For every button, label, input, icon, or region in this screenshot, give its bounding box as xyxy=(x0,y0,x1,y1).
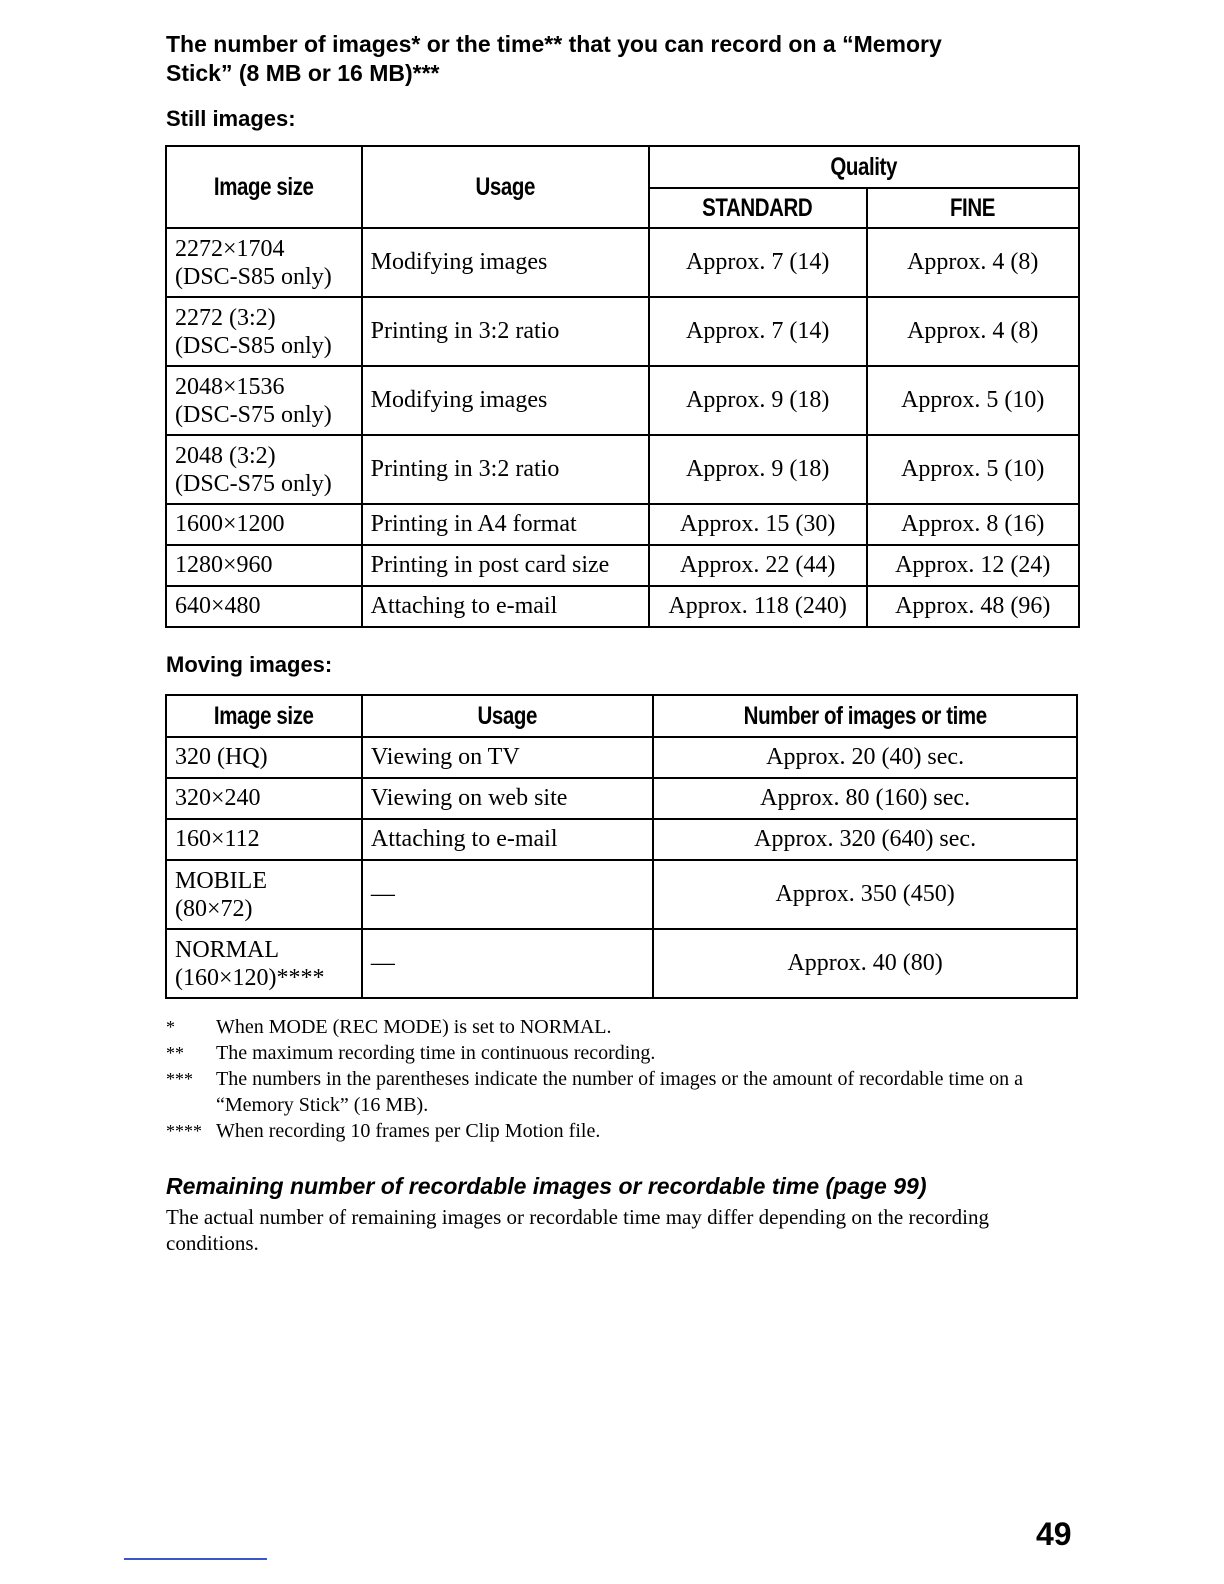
footnote: * When MODE (REC MODE) is set to NORMAL. xyxy=(166,1016,612,1038)
header-image-size: Image size xyxy=(166,695,362,737)
moving-images-title: Moving images: xyxy=(166,652,333,677)
table-row xyxy=(166,860,1077,929)
footnote: *** The numbers in the parentheses indicate the number of images or the amount of recordable time on a “Memory Stick” (16 MB). xyxy=(166,1068,1023,1116)
value-cell: Approx. 40 (80) xyxy=(653,929,1077,998)
table-row xyxy=(166,297,1079,366)
header-usage: Usage xyxy=(362,695,653,737)
header-fine: FINE xyxy=(867,188,1079,228)
fine-cell: Approx. 48 (96) xyxy=(867,586,1079,627)
still-images-title: Still images: xyxy=(166,106,296,131)
standard-cell: Approx. 22 (44) xyxy=(649,545,867,586)
footnote: ** The maximum recording time in continuous recording. xyxy=(166,1042,656,1064)
usage-cell: Modifying images xyxy=(362,228,649,297)
value-cell: Approx. 20 (40) sec. xyxy=(653,737,1077,778)
fine-cell: Approx. 5 (10) xyxy=(867,366,1079,435)
table-row xyxy=(166,778,1077,819)
moving-images-table xyxy=(165,694,1078,999)
standard-cell: Approx. 9 (18) xyxy=(649,435,867,504)
header-usage: Usage xyxy=(362,146,649,228)
standard-cell: Approx. 9 (18) xyxy=(649,366,867,435)
usage-cell: Viewing on web site xyxy=(362,778,653,819)
size-note: (160×120)**** xyxy=(175,964,325,991)
image-size-cell: 2272 (3:2) xyxy=(175,304,276,331)
table-row xyxy=(166,545,1079,586)
model-note: (DSC-S75 only) xyxy=(175,401,332,428)
usage-cell: Attaching to e-mail xyxy=(362,819,653,860)
image-size-cell: NORMAL xyxy=(175,936,280,963)
value-cell: Approx. 80 (160) sec. xyxy=(653,778,1077,819)
table-row xyxy=(166,366,1079,435)
fine-cell: Approx. 12 (24) xyxy=(867,545,1079,586)
model-note: (DSC-S85 only) xyxy=(175,263,332,290)
header-number-of-images: Number of images or time xyxy=(653,695,1077,737)
value-cell: Approx. 320 (640) sec. xyxy=(653,819,1077,860)
header-standard: STANDARD xyxy=(649,188,867,228)
model-note: (DSC-S85 only) xyxy=(175,332,332,359)
page-number: 49 xyxy=(1036,1516,1072,1552)
fine-cell: Approx. 4 (8) xyxy=(867,297,1079,366)
header-image-size: Image size xyxy=(166,146,362,228)
fine-cell: Approx. 5 (10) xyxy=(867,435,1079,504)
table-row xyxy=(166,586,1079,627)
image-size-cell: 1600×1200 xyxy=(166,504,362,545)
usage-cell: Printing in A4 format xyxy=(362,504,649,545)
table-row xyxy=(166,228,1079,297)
model-note: (DSC-S75 only) xyxy=(175,470,332,497)
page-heading xyxy=(166,30,1066,88)
table-row xyxy=(166,929,1077,998)
footnote: **** When recording 10 frames per Clip Motion file. xyxy=(166,1120,601,1142)
usage-cell: Printing in 3:2 ratio xyxy=(362,297,649,366)
heading-line-1: The number of images* or the time** that you can record on a “Memory xyxy=(166,31,942,57)
usage-cell: Attaching to e-mail xyxy=(362,586,649,627)
standard-cell: Approx. 118 (240) xyxy=(649,586,867,627)
usage-cell: Viewing on TV xyxy=(362,737,653,778)
image-size-cell: 2048 (3:2) xyxy=(175,442,276,469)
fine-cell: Approx. 8 (16) xyxy=(867,504,1079,545)
bottom-rule xyxy=(124,1558,267,1560)
standard-cell: Approx. 7 (14) xyxy=(649,297,867,366)
standard-cell: Approx. 7 (14) xyxy=(649,228,867,297)
image-size-cell: 1280×960 xyxy=(166,545,362,586)
remaining-section-title: Remaining number of recordable images or recordable time (page 99) xyxy=(166,1173,927,1199)
usage-cell: — xyxy=(362,929,653,998)
image-size-cell: MOBILE xyxy=(175,867,267,894)
table-row xyxy=(166,737,1077,778)
usage-cell: — xyxy=(362,860,653,929)
image-size-cell: 320 (HQ) xyxy=(166,737,362,778)
image-size-cell: 2272×1704 xyxy=(175,235,285,262)
table-row xyxy=(166,504,1079,545)
still-images-table xyxy=(165,145,1080,628)
remaining-section-body: The actual number of remaining images or recordable time may differ depending on the recording conditions. xyxy=(166,1205,989,1255)
usage-cell: Modifying images xyxy=(362,366,649,435)
image-size-cell: 320×240 xyxy=(166,778,362,819)
value-cell: Approx. 350 (450) xyxy=(653,860,1077,929)
usage-cell: Printing in post card size xyxy=(362,545,649,586)
standard-cell: Approx. 15 (30) xyxy=(649,504,867,545)
size-note: (80×72) xyxy=(175,895,253,922)
fine-cell: Approx. 4 (8) xyxy=(867,228,1079,297)
image-size-cell: 640×480 xyxy=(166,586,362,627)
header-quality: Quality xyxy=(649,146,1079,188)
image-size-cell: 160×112 xyxy=(166,819,362,860)
footnotes xyxy=(166,1014,1086,1144)
image-size-cell: 2048×1536 xyxy=(175,373,285,400)
table-row xyxy=(166,435,1079,504)
table-row xyxy=(166,819,1077,860)
usage-cell: Printing in 3:2 ratio xyxy=(362,435,649,504)
heading-line-2: Stick” (8 MB or 16 MB)*** xyxy=(166,60,440,86)
